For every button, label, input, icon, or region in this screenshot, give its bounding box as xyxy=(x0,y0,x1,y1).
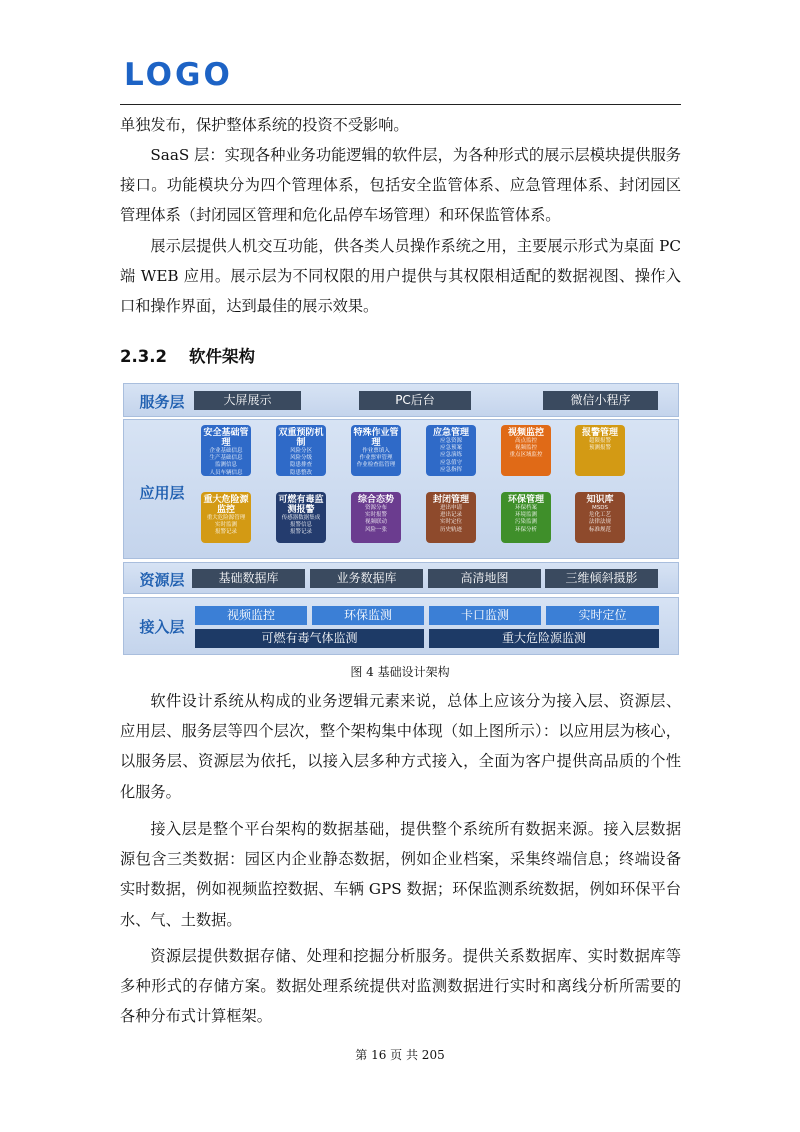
module-item: 视频监控 xyxy=(514,445,537,452)
paragraph-resource-layer: 资源层提供数据存储、处理和挖掘分析服务。提供关系数据库、实时数据库等多种形式的存储方案。数据处理系统提供对监测数据进行实时和离线分析所需要的各种分布式计算框架。 xyxy=(120,947,681,1026)
module-title: 安全基础管理 xyxy=(203,428,249,448)
module-item: 应急预案 xyxy=(439,445,462,452)
module-item: 视频联动 xyxy=(364,519,387,526)
module-card xyxy=(426,425,476,476)
module-item: 应急指挥 xyxy=(439,466,462,473)
logo: LOGO xyxy=(124,57,233,93)
module-item: 超限报警 xyxy=(588,438,611,444)
module-item: 人员车辆信息 xyxy=(209,469,243,476)
module-item: 企业基础信息 xyxy=(209,448,243,454)
module-card xyxy=(575,425,625,476)
access-layer-label: 接入层 xyxy=(139,618,185,636)
module-card xyxy=(201,425,251,476)
module-item: 实时监测 xyxy=(214,522,237,529)
module-item: 作业票填入 xyxy=(362,448,390,454)
module-item: 应急资源 xyxy=(439,438,462,444)
module-title: 知识库 xyxy=(586,495,614,505)
figure-caption: 图 4 基础设计架构 xyxy=(350,665,450,679)
module-item: 风险分级 xyxy=(289,455,312,462)
header-rule xyxy=(120,104,681,105)
module-card xyxy=(351,492,401,543)
module-title: 报警管理 xyxy=(581,428,618,438)
access-item: 视频监控 xyxy=(195,606,307,625)
module-item: 环保分析 xyxy=(514,526,537,533)
module-item: 污染监测 xyxy=(514,519,537,526)
module-item: 法律法规 xyxy=(588,519,611,526)
paragraph-access-layer: 接入层是整个平台架构的数据基础，提供整个系统所有数据来源。接入层数据源包含三类数据：园区内企业静态数据，例如企业档案，采集终端信息；终端设备实时数据，例如视频监控数据、车辆 GPS 数据；环保监测系统数据，例如环保平台水、气、土数据。 xyxy=(120,820,681,929)
module-item: 环境监测 xyxy=(514,512,537,519)
resource-item: 基础数据库 xyxy=(192,569,305,588)
module-card xyxy=(276,492,326,543)
module-title: 封闭管理 xyxy=(432,495,469,505)
module-item: 应急演练 xyxy=(439,452,462,459)
module-item: 资源分布 xyxy=(364,505,387,511)
paragraph-display-layer: 展示层提供人机交互功能，供各类人员操作系统之用，主要展示形式为桌面 PC 端 WEB 应用。展示层为不同权限的用户提供与其权限相适配的数据视图、操作入口和操作界面，达到最佳的展示效果。 xyxy=(120,237,681,316)
module-item: 进出申请 xyxy=(439,505,462,511)
architecture-diagram xyxy=(123,383,679,655)
module-item: 历史轨迹 xyxy=(439,526,462,533)
module-item: 预测报警 xyxy=(588,445,611,452)
module-item: 危化工艺 xyxy=(588,512,611,519)
access-item: 重大危险源监测 xyxy=(429,629,659,648)
module-card xyxy=(501,492,551,543)
module-item: 重点区域监控 xyxy=(509,452,543,459)
application-layer-label: 应用层 xyxy=(139,484,185,502)
access-layer xyxy=(123,597,679,655)
module-item: 标准规范 xyxy=(588,526,611,533)
module-card xyxy=(426,492,476,543)
module-title: 应急管理 xyxy=(432,428,469,438)
module-item: 实时定位 xyxy=(439,519,462,526)
resource-item: 三维倾斜摄影 xyxy=(545,569,658,588)
module-item: 生产基础信息 xyxy=(209,455,243,462)
module-item: 隐患排查 xyxy=(289,462,312,469)
service-item: PC后台 xyxy=(359,391,471,410)
module-card xyxy=(201,492,251,543)
module-item: 重大危险源管理 xyxy=(206,515,246,521)
resource-layer-label: 资源层 xyxy=(139,571,185,589)
module-card xyxy=(575,492,625,543)
section-number: 2.3.2 xyxy=(120,347,167,366)
module-item: 报警记录 xyxy=(214,529,237,536)
resource-item: 业务数据库 xyxy=(310,569,423,588)
module-item: 隐患整改 xyxy=(289,469,312,476)
module-title: 双重预防机制 xyxy=(278,428,324,448)
page-footer: 第 16 页 共 205 xyxy=(355,1048,445,1062)
service-item: 大屏展示 xyxy=(194,391,301,410)
module-card xyxy=(351,425,401,476)
module-item: 风险分区 xyxy=(289,448,312,454)
section-title: 软件架构 xyxy=(188,347,255,366)
application-layer xyxy=(123,419,679,559)
module-item: 应急值守 xyxy=(439,459,462,466)
module-item: 监测信息 xyxy=(214,462,237,469)
module-item: 作业检查监管理 xyxy=(356,462,396,469)
module-card xyxy=(501,425,551,476)
module-title: 视频监控 xyxy=(507,428,544,438)
paragraph-architecture: 软件设计系统从构成的业务逻辑元素来说，总体上应该分为接入层、资源层、应用层、服务层等四个层次，整个架构集中体现（如上图所示）：以应用层为核心，以服务层、资源层为依托，以接入层多种方式接入，全面为客户提供高品质的个性化服务。 xyxy=(120,692,681,801)
module-item: 传感器数据集成 xyxy=(281,515,321,521)
module-card xyxy=(276,425,326,476)
module-item: MSDS xyxy=(592,505,608,511)
section-heading xyxy=(120,343,255,367)
module-title: 环保管理 xyxy=(507,495,544,505)
module-item: 高点监控 xyxy=(514,438,537,444)
module-item: 进出记录 xyxy=(439,512,462,519)
module-item: 风险一张 xyxy=(364,526,387,533)
module-item: 实时报警 xyxy=(364,512,387,519)
paragraph-saas: SaaS 层：实现各种业务功能逻辑的软件层，为各种形式的展示层模块提供服务接口。功能模块分为四个管理体系，包括安全监管体系、应急管理体系、封闭园区管理体系（封闭园区管理和危化品停车场管理）和环保监管体系。 xyxy=(120,146,681,225)
module-title: 特殊作业管理 xyxy=(353,428,399,448)
access-item: 实时定位 xyxy=(546,606,659,625)
service-layer xyxy=(123,383,679,417)
resource-item: 高清地图 xyxy=(428,569,541,588)
module-title: 综合态势 xyxy=(357,495,394,505)
module-item: 作业票审管理 xyxy=(359,455,393,462)
module-item: 报警信息 xyxy=(289,522,312,529)
module-title: 重大危险源监控 xyxy=(203,495,249,515)
service-layer-label: 服务层 xyxy=(139,393,185,411)
service-item: 微信小程序 xyxy=(543,391,658,410)
access-item: 环保监测 xyxy=(312,606,424,625)
resource-layer xyxy=(123,562,679,594)
paragraph: 单独发布，保护整体系统的投资不受影响。 xyxy=(120,116,409,134)
module-item: 报警记录 xyxy=(289,529,312,536)
module-title: 可燃有毒监测报警 xyxy=(278,495,324,515)
access-item: 可燃有毒气体监测 xyxy=(195,629,424,648)
module-item: 环保档案 xyxy=(514,505,537,511)
access-item: 卡口监测 xyxy=(429,606,541,625)
